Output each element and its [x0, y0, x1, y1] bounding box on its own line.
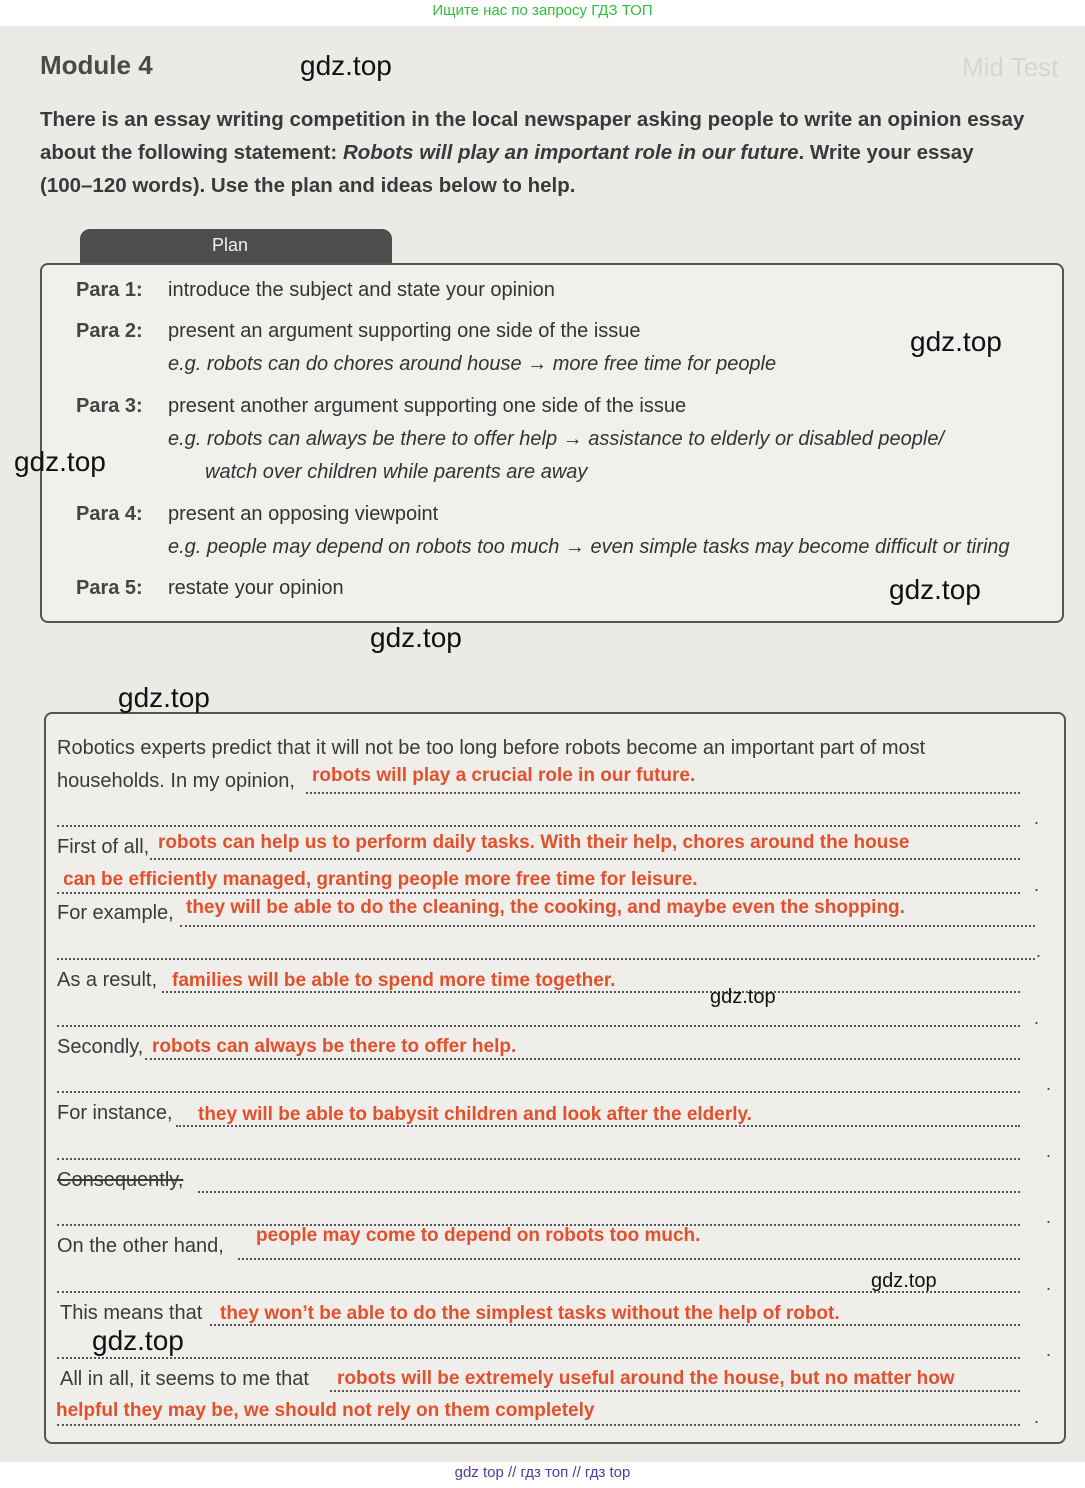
essay-intro-line1: Robotics experts predict that it will not be too long before robots become an important part of most — [57, 737, 926, 759]
answer-this-means-that: they won’t be able to do the simplest tasks without the help of robot. — [220, 1303, 840, 1324]
para-3-number: Para 3: — [76, 395, 143, 417]
line-end-mark: . — [1046, 1141, 1052, 1161]
answer-line — [145, 1058, 1020, 1060]
answer-line — [57, 1025, 1020, 1027]
consequently-label: Consequently, — [57, 1169, 184, 1191]
plan-tab — [80, 229, 392, 265]
para-1-description: introduce the subject and state your opinion — [168, 279, 555, 301]
para-1-number: Para 1: — [76, 279, 143, 301]
first-of-all-label: First of all, — [57, 836, 150, 858]
answer-line — [57, 1158, 1020, 1160]
answer-line — [198, 1191, 1020, 1193]
para-4-description: present an opposing viewpoint — [168, 503, 439, 525]
para-4-example: e.g. people may depend on robots too much → even simple tasks may become difficult or tiring — [168, 536, 1010, 558]
answer-for-example: they will be able to do the cleaning, the cooking, and maybe even the shopping. — [186, 897, 905, 918]
answer-line — [150, 858, 1020, 860]
line-end-mark: . — [1034, 808, 1040, 828]
para-3-example-cont: watch over children while parents are away — [205, 461, 588, 483]
para-5-number: Para 5: — [76, 577, 143, 599]
this-means-that-label: This means that — [60, 1302, 203, 1324]
all-in-all-label: All in all, it seems to me that — [60, 1368, 309, 1390]
answer-line — [57, 825, 1020, 827]
answer-on-the-other-hand: people may come to depend on robots too much. — [256, 1225, 701, 1246]
line-end-mark: . — [1036, 941, 1042, 961]
answer-line — [238, 1258, 1020, 1260]
para-2-number: Para 2: — [76, 320, 143, 342]
answer-line — [57, 1357, 1020, 1359]
answer-line — [57, 958, 1035, 960]
instructions-part2: . Write your essay (100–120 words). Use the plan and ideas below to help. — [40, 141, 974, 197]
watermark: gdz.top — [910, 326, 1002, 357]
watermark: gdz.top — [710, 986, 776, 1008]
for-instance-label: For instance, — [57, 1102, 173, 1124]
ghost-title-bleedthrough: Mid Test — [962, 52, 1059, 82]
line-end-mark: . — [1046, 1274, 1052, 1294]
bottom-banner: gdz top // гдз топ // гдз top — [454, 1464, 631, 1481]
task-instructions — [40, 103, 1030, 202]
answer-for-instance: they will be able to babysit children and look after the elderly. — [198, 1104, 752, 1125]
plan-tab-label: Plan — [211, 235, 249, 255]
instructions-part1: There is an essay writing competition in the local newspaper asking people to write an opinion essay about the following statement: — [40, 108, 1025, 164]
answer-intro: robots will play a crucial role in our future. — [312, 765, 696, 786]
watermark: gdz.top — [871, 1270, 937, 1292]
para-3-example: e.g. robots can always be there to offer help → assistance to elderly or disabled people/ — [168, 428, 945, 450]
top-banner: Ищите нас по запросу ГДЗ ТОП — [432, 2, 653, 19]
answer-first-of-all-1: robots can help us to perform daily tasks. With their help, chores around the house — [158, 832, 910, 853]
para-2-description: present an argument supporting one side of the issue — [168, 320, 641, 342]
watermark: gdz.top — [118, 682, 210, 713]
answer-line — [57, 1091, 1020, 1093]
on-the-other-hand-label: On the other hand, — [57, 1235, 224, 1257]
answer-line — [330, 1390, 1020, 1392]
line-end-mark: . — [1046, 1340, 1052, 1360]
line-end-mark: . — [1034, 1008, 1040, 1028]
answer-line — [180, 925, 1035, 927]
watermark: gdz.top — [300, 50, 392, 81]
line-end-mark: . — [1046, 1074, 1052, 1094]
for-example-label: For example, — [57, 902, 174, 924]
essay-intro-line2: households. In my opinion, — [57, 770, 295, 792]
instructions-statement: Robots will play an important role in our future — [342, 141, 799, 164]
answer-first-of-all-2: can be efficiently managed, granting people more free time for leisure. — [63, 869, 698, 890]
answer-all-in-all-2: helpful they may be, we should not rely on them completely — [56, 1400, 595, 1421]
answer-line — [306, 792, 1020, 794]
module-title: Module 4 — [40, 50, 153, 80]
answer-as-a-result: families will be able to spend more time together. — [172, 970, 616, 991]
watermark: gdz.top — [14, 446, 106, 477]
para-3-description: present another argument supporting one side of the issue — [168, 395, 687, 417]
line-end-mark: . — [1034, 1407, 1040, 1427]
line-end-mark: . — [1034, 875, 1040, 895]
answer-line — [57, 1424, 1020, 1426]
para-4-number: Para 4: — [76, 503, 143, 525]
secondly-label: Secondly, — [57, 1036, 144, 1058]
para-5-description: restate your opinion — [168, 577, 344, 599]
watermark: gdz.top — [92, 1325, 184, 1356]
line-end-mark: . — [1046, 1207, 1052, 1227]
para-2-example: e.g. robots can do chores around house → more free time for people — [168, 353, 777, 375]
as-a-result-label: As a result, — [57, 969, 158, 991]
essay-box — [44, 712, 1066, 1444]
answer-secondly: robots can always be there to offer help. — [152, 1036, 517, 1057]
watermark: gdz.top — [889, 574, 981, 605]
answer-all-in-all-1: robots will be extremely useful around the house, but no matter how — [337, 1368, 955, 1389]
watermark: gdz.top — [370, 622, 462, 653]
answer-line — [57, 892, 1020, 894]
